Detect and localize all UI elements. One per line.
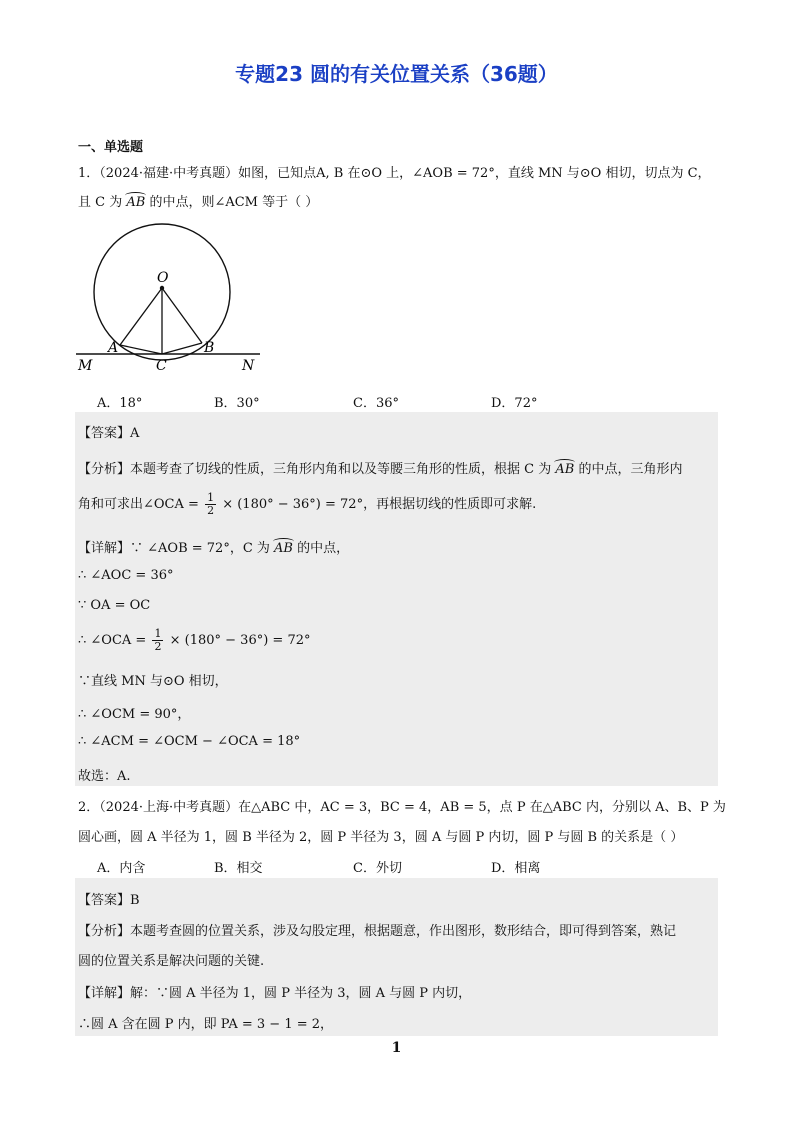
q1-stem-line1: 1．（2024·福建·中考真题）如图，已知点A, B 在⊙O 上，∠AOB = 72°，直线 MN 与⊙O 相切，切点为 C， [78,166,711,181]
point-o [160,286,164,290]
q1-analysis-line1 [78,458,682,477]
q1-stem-line2 [78,191,318,210]
q2-analysis-line2: 圆的位置关系是解决问题的关键. [78,954,265,969]
q2-detail-line2: ∴圆 A 含在圆 P 内，即 PA = 3 − 1 = 2， [78,1017,334,1032]
fraction-half-2 [152,628,163,653]
fraction-denominator-2: 2 [154,640,162,653]
q1-detail-line5: ∵直线 MN 与⊙O 相切， [78,674,228,689]
q1-figure [70,218,270,378]
q1-detail-line3: ∵ OA = OC [78,598,151,613]
label-a: A [108,340,119,356]
q2-stem-line2: 圆心画，圆 A 半径为 1，圆 B 半径为 2，圆 P 半径为 3，圆 A 与圆 P 内切，圆 P 与圆 B 的关系是（ ） [78,830,684,845]
page-number: 1 [391,1040,402,1056]
fraction-numerator-2: 1 [154,627,162,640]
q1-analysis-text: 【分析】本题考查了切线的性质，三角形内角和以及等腰三角形的性质，根据 C 为 [78,462,552,477]
q1-detail-line8: 故选：A. [78,769,131,784]
segment-oa [120,288,162,345]
q1-analysis-text-3: 角和可求出∠OCA = [78,497,199,512]
q1-option-c: C．36° [353,396,399,411]
fraction-numerator: 1 [207,491,215,504]
q1-option-a: A．18° [97,396,143,411]
q1-detail-line7: ∴ ∠ACM = ∠OCM − ∠OCA = 18° [78,734,301,749]
label-c: C [156,358,167,374]
q1-option-d: D．72° [491,396,538,411]
q1-option-b: B．30° [214,396,260,411]
q1-analysis-line2 [78,492,536,517]
q2-option-b: B．相交 [214,861,263,876]
q1-stem-text-2: 的中点，则∠ACM 等于（ ） [149,195,319,210]
q1-detail-line6: ∴ ∠OCM = 90°， [78,707,191,722]
fraction-denominator: 2 [207,504,215,517]
q1-detail-text-2: 的中点， [297,541,350,556]
label-o: O [157,270,169,286]
segment-bc [162,343,202,354]
fraction-half [205,492,216,517]
q1-analysis-text-2: 的中点，三角形内 [578,462,683,477]
label-n: N [242,358,255,374]
q1-analysis-text-4: × (180° − 36°) = 72°，再根据切线的性质即可求解. [222,497,537,512]
segment-ob [162,288,202,343]
q1-detail-text-3: ∴ ∠OCA = [78,633,147,648]
label-b: B [204,340,215,356]
q1-detail-text-4: × (180° − 36°) = 72° [169,633,311,648]
q2-analysis-line1: 【分析】本题考查圆的位置关系，涉及勾股定理，根据题意，作出图形，数形结合，即可得到答案，熟记 [78,924,677,939]
q1-stem-text: 且 C 为 [78,195,123,210]
arc-ab-3: AB [274,541,293,556]
label-m: M [78,358,93,374]
arc-ab: AB [126,195,146,210]
q2-detail-line1: 【详解】解：∵圆 A 半径为 1，圆 P 半径为 3，圆 A 与圆 P 内切， [78,986,472,1001]
q2-option-c: C．外切 [353,861,402,876]
q2-stem-line1: 2．（2024·上海·中考真题）在△ABC 中，AC = 3，BC = 4，AB = 5，点 P 在△ABC 内，分别以 A、B、P 为 [78,800,726,815]
q2-option-a: A．内含 [97,861,146,876]
q1-detail-line1 [78,537,349,556]
q1-detail-line4 [78,628,311,653]
arc-ab-2: AB [555,462,575,477]
page-title: 专题23 圆的有关位置关系（36题） [235,62,558,86]
q2-answer: 【答案】B [78,893,140,908]
q2-option-d: D．相离 [491,861,541,876]
q1-detail-text: 【详解】∵ ∠AOB = 72°，C 为 [78,541,270,556]
q1-detail-line2: ∴ ∠AOC = 36° [78,568,174,583]
q1-answer: 【答案】A [78,426,140,441]
section-heading: 一、单选题 [78,140,144,155]
